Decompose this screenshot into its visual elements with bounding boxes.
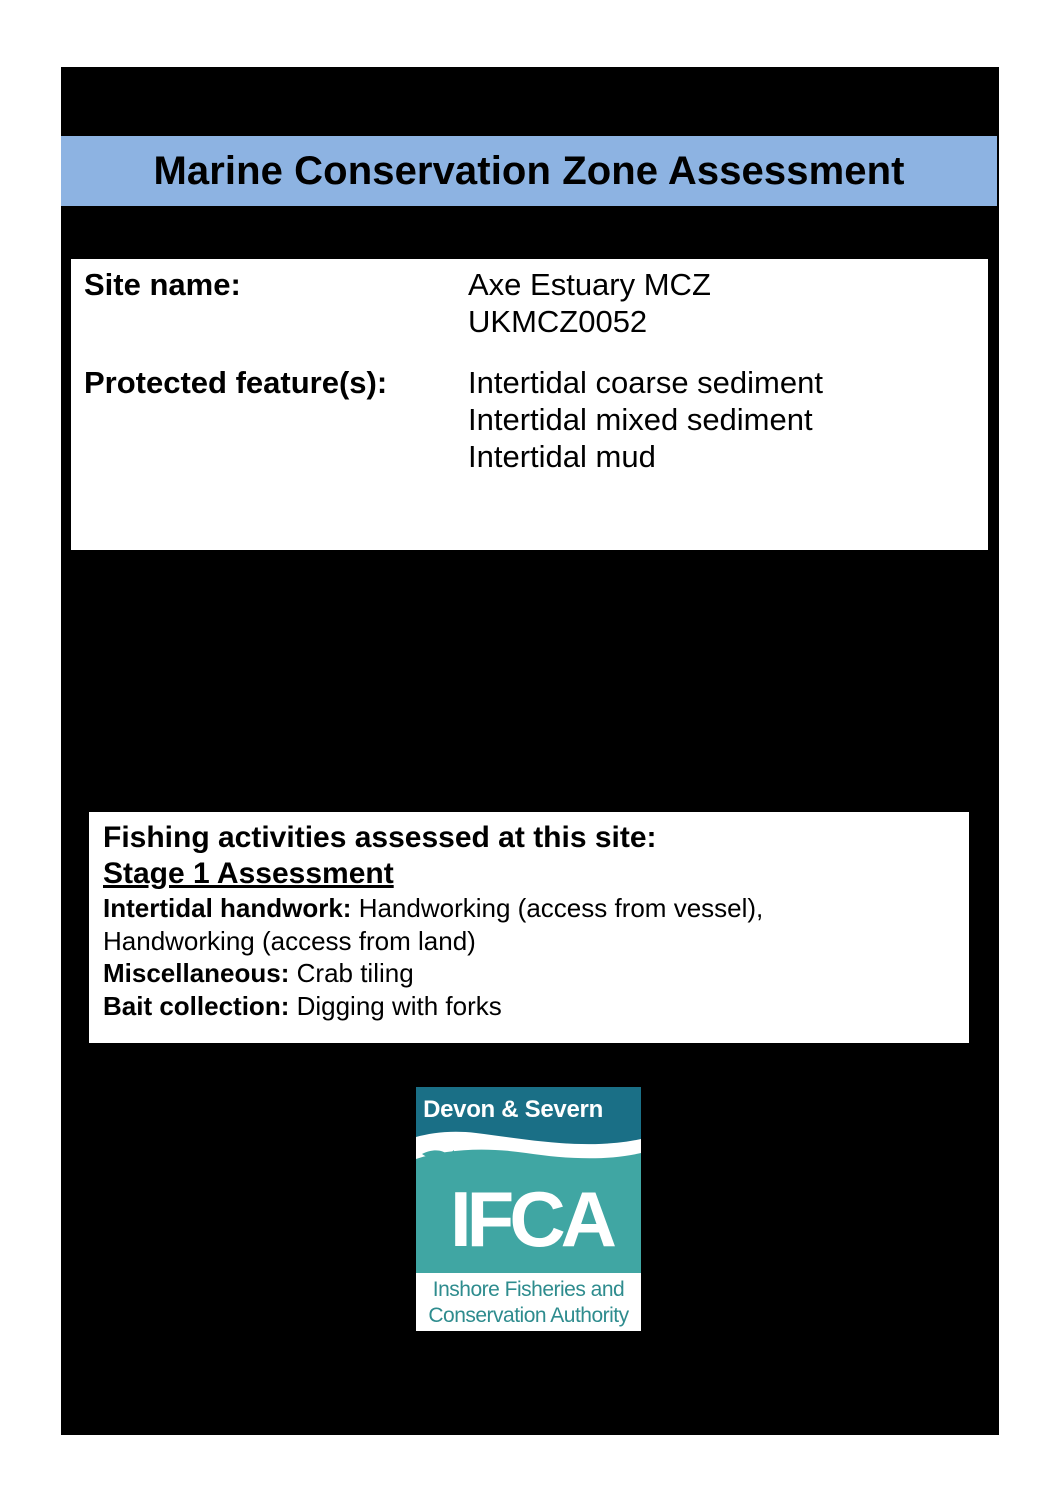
site-name-line: Axe Estuary MCZ <box>468 267 711 302</box>
misc-line <box>103 957 959 990</box>
logo-bottom-line: Conservation Authority <box>428 1304 629 1327</box>
stage-heading: Stage 1 Assessment <box>103 857 394 890</box>
bait-line <box>103 990 959 1023</box>
logo-bottom-line: Inshore Fisheries and <box>432 1278 625 1301</box>
misc-value: Crab tiling <box>289 958 414 988</box>
misc-label: Miscellaneous: <box>103 958 290 988</box>
site-name-label: Site name: <box>84 267 241 302</box>
handwork-label: Intertidal handwork: <box>103 893 352 923</box>
handwork-line <box>103 892 959 925</box>
protected-feature-item: Intertidal mixed sediment <box>468 402 813 437</box>
site-info-box <box>71 259 988 550</box>
fishing-activities-box <box>89 812 969 1043</box>
handwork-line-2: Handworking (access from land) <box>103 925 476 956</box>
protected-feature-item: Intertidal mud <box>468 439 656 474</box>
handwork-value: Handworking (access from vessel), <box>351 893 764 923</box>
bait-value: Digging with forks <box>289 990 502 1021</box>
protected-features-list <box>468 364 823 475</box>
fishing-heading: Fishing activities assessed at this site: <box>103 821 657 854</box>
site-name-value <box>468 266 711 340</box>
logo-top-text: Devon & Severn <box>423 1096 603 1123</box>
bait-label: Bait collection: <box>103 990 290 1021</box>
page-title: Marine Conservation Zone Assessment <box>153 148 905 193</box>
site-code-line: UKMCZ0052 <box>468 304 648 339</box>
ifca-logo <box>416 1087 641 1331</box>
logo-mid-text: IFCA <box>450 1175 612 1263</box>
title-band <box>61 136 997 206</box>
protected-feature-item: Intertidal coarse sediment <box>468 365 823 400</box>
logo-bottom-text <box>416 1277 641 1329</box>
protected-features-label: Protected feature(s): <box>84 365 388 400</box>
